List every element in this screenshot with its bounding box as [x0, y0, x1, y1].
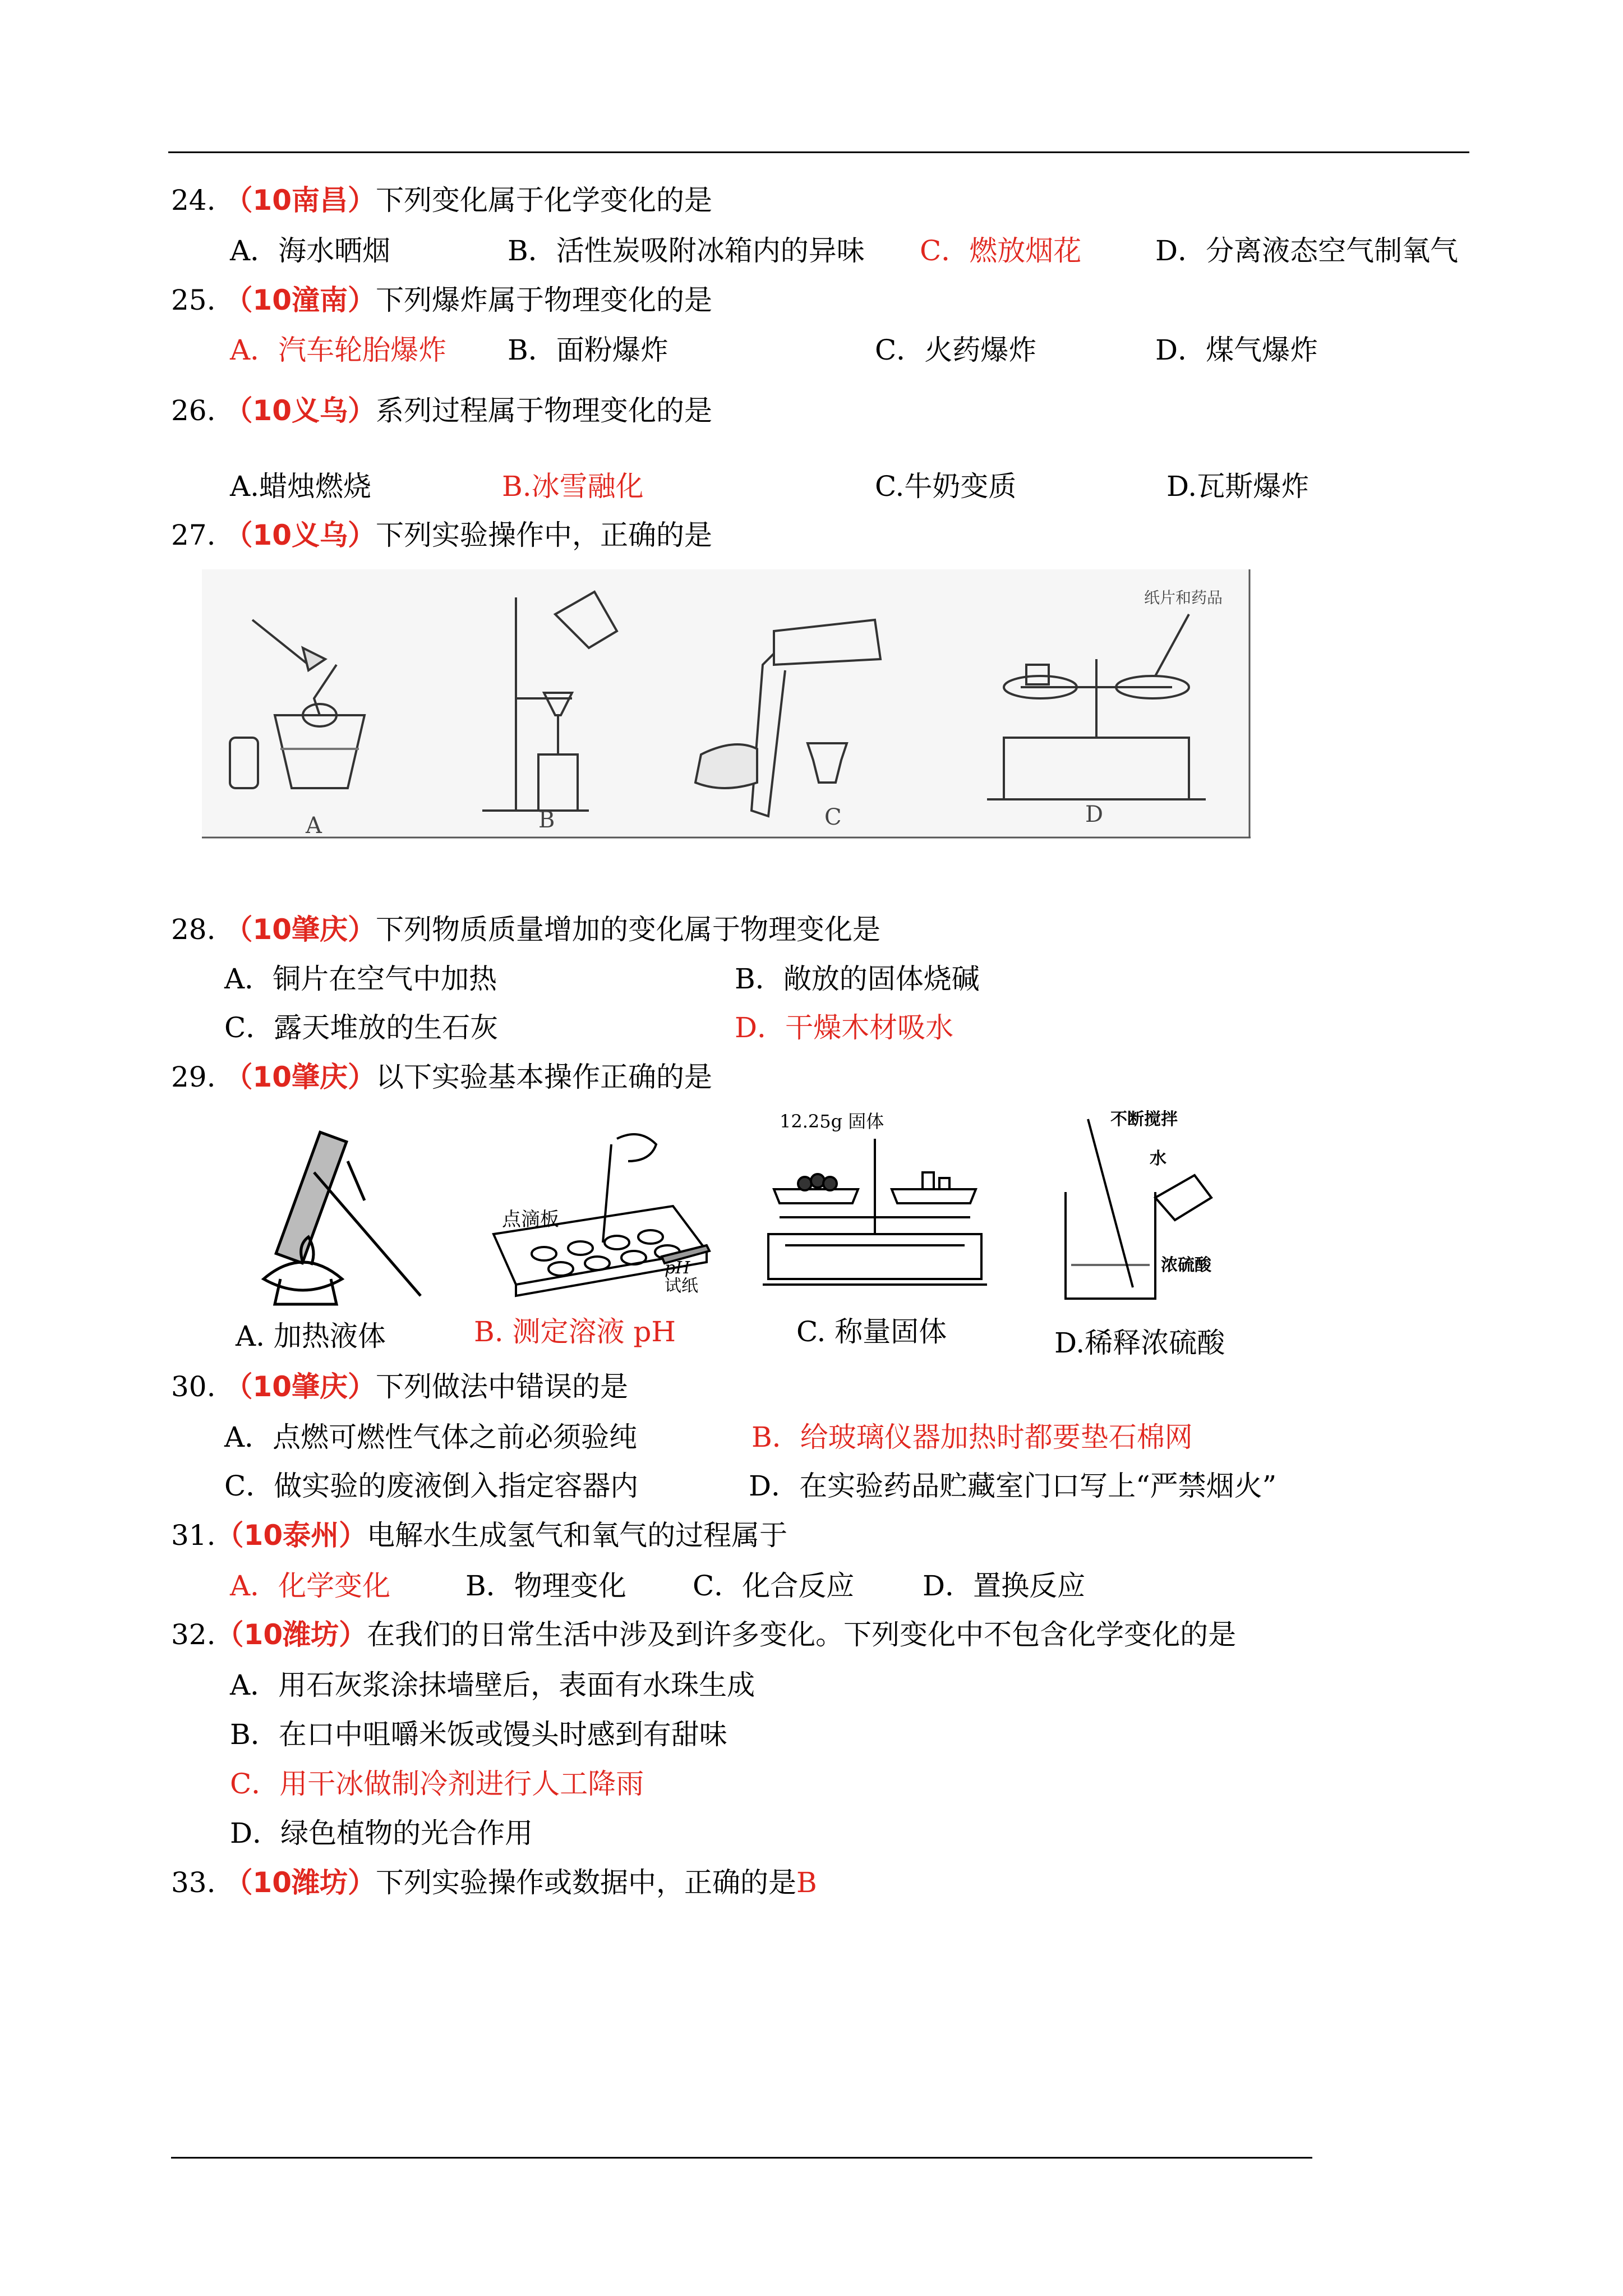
question-source: （10肇庆） — [224, 1370, 376, 1403]
q25-option-d: D．煤气爆炸 — [1155, 334, 1318, 366]
question-stem: 电解水生成氢气和氧气的过程属于 — [367, 1519, 788, 1552]
question-stem: 下列实验操作中，正确的是 — [376, 519, 713, 551]
heating-liquid-illustration — [219, 1111, 432, 1313]
q27-label-c: C — [824, 804, 842, 830]
q30-option-c: C．做实验的废液倒入指定容器内 — [224, 1470, 639, 1502]
q29-figure-d — [1043, 1108, 1256, 1310]
q32-option-d: D．绿色植物的光合作用 — [230, 1817, 533, 1849]
question-number: 26. — [171, 394, 216, 427]
question-25 — [171, 282, 712, 318]
question-source: （10潼南） — [224, 284, 376, 316]
q28-option-d: D．干燥木材吸水 — [735, 1011, 954, 1044]
question-27 — [171, 517, 712, 553]
question-number: 31. — [171, 1519, 216, 1552]
question-source: （10潍坊） — [215, 1618, 367, 1651]
q24-option-d: D．分离液态空气制氧气 — [1155, 234, 1459, 267]
question-source: （10义乌） — [224, 394, 376, 427]
q29-caption-a: A. 加热液体 — [236, 1320, 386, 1352]
weighing-solid-illustration — [751, 1105, 998, 1307]
paper-label: 试纸 — [665, 1276, 698, 1296]
question-stem: 下列爆炸属于物理变化的是 — [376, 284, 713, 316]
question-30 — [171, 1369, 628, 1405]
q25-option-b: B．面粉爆炸 — [508, 334, 668, 366]
question-stem: 在我们的日常生活中涉及到许多变化。下列变化中不包含化学变化的是 — [367, 1618, 1237, 1651]
q29-figure-c — [751, 1105, 998, 1307]
question-number: 25. — [171, 284, 216, 316]
question-28 — [171, 912, 880, 947]
question-33 — [171, 1865, 817, 1901]
q29-caption-b: B. 测定溶液 pH — [474, 1315, 676, 1348]
q32-option-a: A．用石灰浆涂抹墙壁后，表面有水珠生成 — [230, 1669, 755, 1701]
lab-operations-illustration — [202, 569, 1251, 839]
q28-option-a: A．铜片在空气中加热 — [224, 963, 497, 995]
q27-label-b: B — [538, 807, 555, 833]
q26-option-d: D.瓦斯爆炸 — [1166, 470, 1310, 503]
q29-figure-b — [471, 1122, 718, 1301]
water-label: 水 — [1150, 1149, 1166, 1168]
q29-caption-d: D.稀释浓硫酸 — [1054, 1327, 1225, 1359]
q28-option-c: C．露天堆放的生石灰 — [224, 1011, 499, 1044]
q26-option-b: B.冰雪融化 — [502, 470, 644, 503]
ph-test-illustration — [471, 1122, 718, 1301]
question-stem: 下列物质质量增加的变化属于物理变化是 — [376, 913, 881, 946]
q27-note: 纸片和药品 — [1144, 588, 1223, 607]
q32-option-b: B．在口中咀嚼米饭或馒头时感到有甜味 — [230, 1718, 727, 1751]
question-number: 28. — [171, 913, 216, 946]
q24-option-b: B．活性炭吸附冰箱内的异味 — [508, 234, 865, 267]
question-32 — [171, 1617, 1236, 1653]
question-answer: B — [796, 1866, 817, 1899]
q31-option-c: C．化合反应 — [693, 1570, 855, 1602]
question-26 — [171, 393, 712, 429]
question-number: 29. — [171, 1061, 216, 1093]
q27-figure — [202, 569, 1251, 839]
acid-label: 浓硫酸 — [1161, 1255, 1211, 1275]
question-stem: 下列实验操作或数据中，正确的是 — [376, 1866, 797, 1899]
dilute-acid-illustration — [1043, 1108, 1256, 1310]
q31-option-b: B．物理变化 — [465, 1570, 626, 1602]
q29-figure-a — [219, 1111, 432, 1313]
question-number: 27. — [171, 519, 216, 551]
footer-rule — [171, 2157, 1312, 2159]
question-source: （10肇庆） — [224, 913, 376, 946]
question-number: 30. — [171, 1370, 216, 1403]
q30-option-d: D．在实验药品贮藏室门口写上“严禁烟火” — [749, 1470, 1277, 1502]
question-stem: 系列过程属于物理变化的是 — [376, 394, 713, 427]
question-stem: 下列变化属于化学变化的是 — [376, 184, 713, 217]
q24-option-a: A．海水晒烟 — [230, 234, 391, 267]
question-source: （10南昌） — [224, 184, 376, 217]
plate-label: 点滴板 — [502, 1208, 559, 1231]
question-stem: 以下实验基本操作正确的是 — [376, 1061, 713, 1093]
q26-option-a: A.蜡烛燃烧 — [230, 470, 372, 503]
q32-option-c: C．用干冰做制冷剂进行人工降雨 — [230, 1768, 644, 1800]
q28-option-b: B．敞放的固体烧碱 — [735, 963, 980, 995]
question-number: 32. — [171, 1618, 216, 1651]
question-31 — [171, 1517, 787, 1553]
ph-label: pH — [665, 1258, 690, 1278]
question-number: 33. — [171, 1866, 216, 1899]
header-rule — [168, 151, 1469, 153]
question-24 — [171, 182, 712, 218]
question-source: （10潍坊） — [224, 1866, 376, 1899]
q31-option-a: A．化学变化 — [230, 1570, 391, 1602]
q26-option-c: C.牛奶变质 — [875, 470, 1017, 503]
question-stem: 下列做法中错误的是 — [376, 1370, 629, 1403]
q27-label-a: A — [306, 813, 322, 839]
stir-label: 不断搅拌 — [1110, 1110, 1178, 1129]
q30-option-b: B．给玻璃仪器加热时都要垫石棉网 — [751, 1421, 1193, 1453]
question-source: （10泰州） — [215, 1519, 367, 1552]
solid-label: 12.25g 固体 — [780, 1111, 884, 1132]
question-source: （10义乌） — [224, 519, 376, 551]
q29-caption-c: C. 称量固体 — [796, 1315, 947, 1348]
q30-option-a: A．点燃可燃性气体之前必须验纯 — [224, 1421, 638, 1453]
question-number: 24. — [171, 184, 216, 217]
question-source: （10肇庆） — [224, 1061, 376, 1093]
q31-option-d: D．置换反应 — [923, 1570, 1086, 1602]
q25-option-a: A．汽车轮胎爆炸 — [230, 334, 447, 366]
q27-label-d: D — [1085, 802, 1104, 827]
q25-option-c: C．火药爆炸 — [875, 334, 1037, 366]
question-29 — [171, 1059, 712, 1095]
q24-option-c: C．燃放烟花 — [920, 234, 1082, 267]
